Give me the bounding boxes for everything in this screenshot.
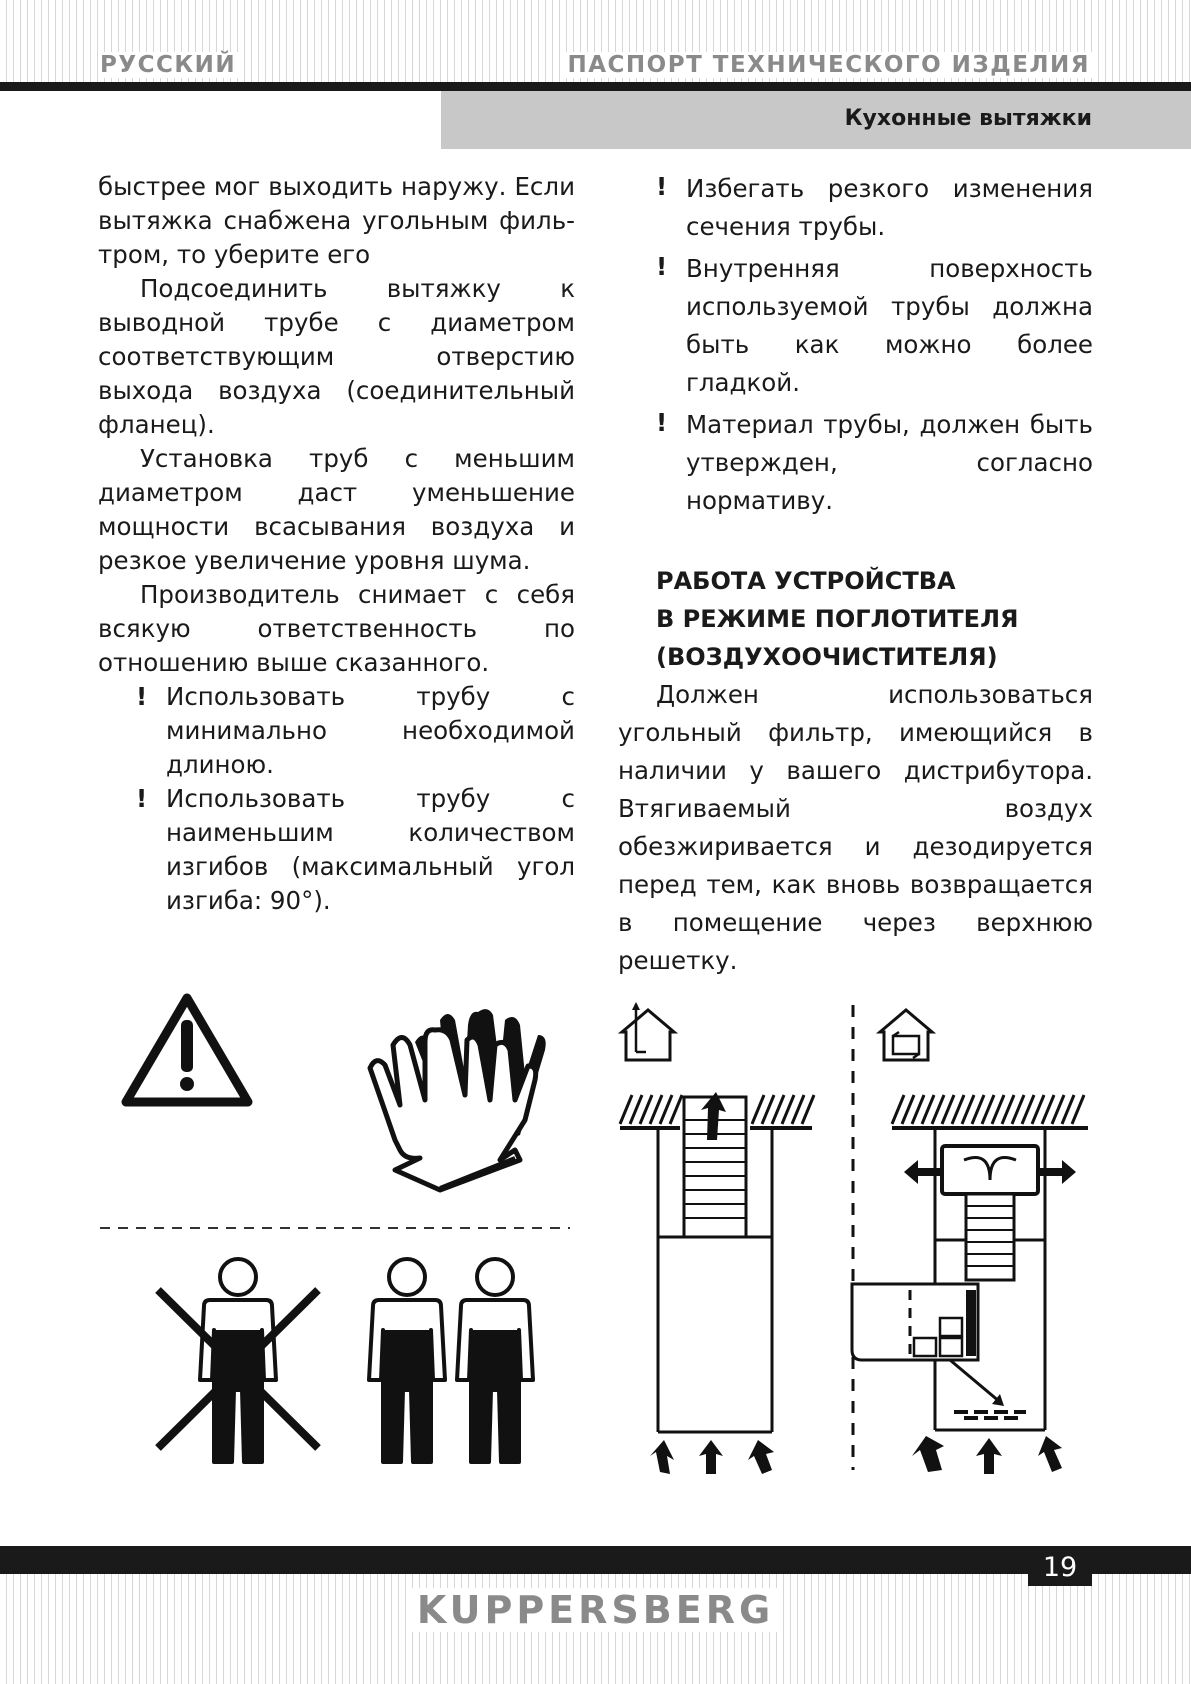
exclamation-bullet-icon: ! bbox=[656, 408, 668, 437]
two-persons-icon bbox=[369, 1259, 533, 1462]
section-title: Кухонные вытяжки bbox=[844, 106, 1092, 131]
exclamation-bullet-icon: ! bbox=[656, 172, 668, 201]
exclamation-bullet-icon: ! bbox=[656, 252, 668, 281]
bullet-item bbox=[98, 782, 575, 918]
page-number: 19 bbox=[1028, 1548, 1092, 1586]
header-rule bbox=[0, 82, 1191, 91]
recirculation-mode-diagram bbox=[852, 1095, 1088, 1474]
warning-icon bbox=[126, 998, 248, 1102]
house-recirculation-icon bbox=[880, 1010, 932, 1060]
gloves-icon bbox=[370, 1009, 546, 1190]
exclamation-bullet-icon: ! bbox=[136, 682, 148, 711]
section-tab bbox=[441, 91, 1191, 149]
bullet-item bbox=[618, 406, 1093, 520]
left-column bbox=[98, 170, 575, 918]
paragraph: быстрее мог выходить наружу. Если вытяжка снабжена угольным фильтром, то уберите его bbox=[98, 172, 575, 269]
brand-name: KUPPERSBERG bbox=[411, 1588, 780, 1632]
footer-rule bbox=[0, 1546, 1191, 1574]
paragraph: Подсоединить вытяжку к выводной трубе с диаметром соответствующим отверстию выхода воздуха (соединительный фланец). bbox=[98, 274, 575, 439]
bullet-text: Внутренняя поверхность используемой трубы должна быть как можно более гладкой. bbox=[686, 254, 1093, 397]
header-document-title: ПАСПОРТ ТЕХНИЧЕСКОГО ИЗДЕЛИЯ bbox=[567, 52, 1090, 78]
paragraph: Установка труб с меньшим диаметром даст уменьшение мощности всасывания воздуха и резкое увеличение уровня шума. bbox=[98, 444, 575, 575]
heading-line: (ВОЗДУХООЧИСТИТЕЛЯ) bbox=[656, 643, 998, 671]
illustrations bbox=[0, 960, 1191, 1500]
bullet-text: Материал трубы, должен быть утвержден, согласно нормативу. bbox=[686, 410, 1093, 515]
brand-logo bbox=[0, 1588, 1191, 1632]
heading-line: РАБОТА УСТРОЙСТВА bbox=[656, 567, 956, 595]
bullet-text: Избегать резкого изменения сечения трубы. bbox=[686, 174, 1093, 241]
paragraph: Производитель снимает с себя всякую ответственность по отношению выше сказанного. bbox=[98, 580, 575, 677]
right-column bbox=[618, 170, 1093, 980]
bullet-text: Использовать трубу с минимально необходимой длиною. bbox=[166, 682, 575, 779]
heading-line: В РЕЖИМЕ ПОГЛОТИТЕЛЯ bbox=[656, 605, 1019, 633]
extraction-mode-diagram bbox=[620, 1092, 814, 1474]
house-exhaust-icon bbox=[622, 1002, 674, 1060]
paragraph: Должен использоваться угольный фильтр, имеющийся в наличии у вашего дистрибутора. Втягиваемый воздух обезжиривается и дезодируется перед тем, как вновь возвращается в помещение через верхнюю решетку. bbox=[618, 680, 1093, 975]
bullet-text: Использовать трубу с наименьшим количеством изгибов (максимальный угол изгиба: 90°). bbox=[166, 784, 575, 915]
section-heading bbox=[656, 562, 1093, 676]
exclamation-bullet-icon: ! bbox=[136, 784, 148, 813]
bullet-item bbox=[618, 170, 1093, 246]
header-language: РУССКИЙ bbox=[100, 52, 237, 78]
bullet-item bbox=[98, 680, 575, 782]
bullet-item bbox=[618, 250, 1093, 402]
single-person-crossed-icon bbox=[158, 1259, 318, 1462]
